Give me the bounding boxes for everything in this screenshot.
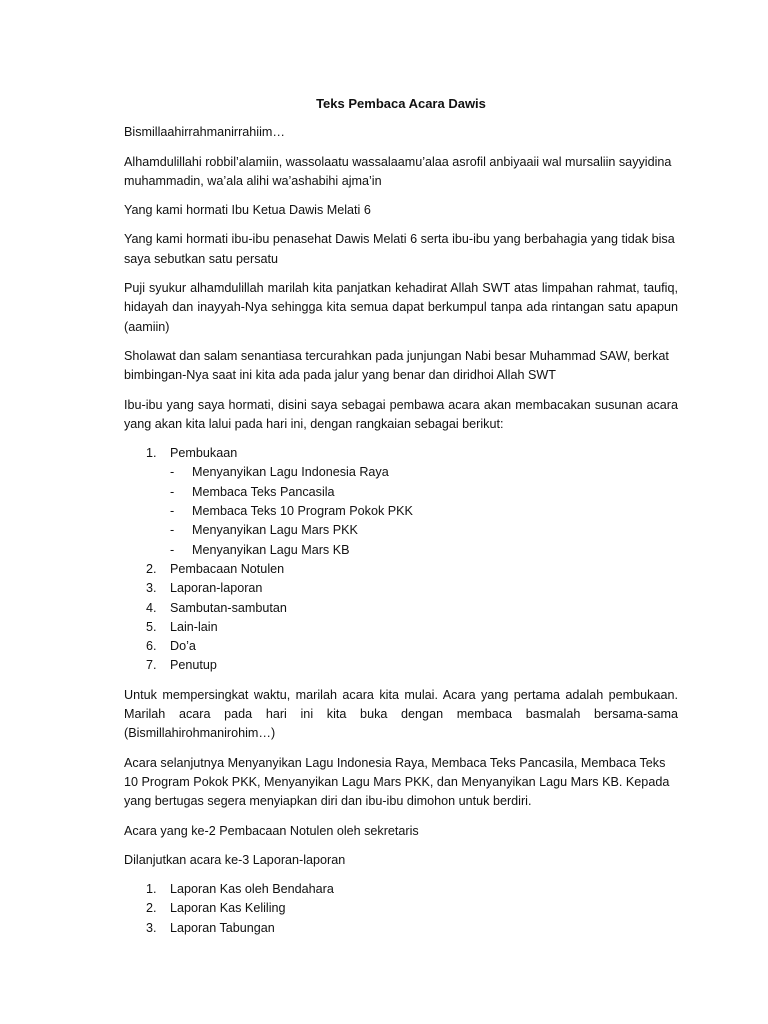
dash-bullet: - [170, 465, 175, 480]
paragraph-sholawat: Sholawat dan salam senantiasa tercurahkan pada junjungan Nabi besar Muhammad SAW, berkat bimbingan-Nya saat ini kita ada pada jalur yang benar dan diridhoi Allah SWT [124, 348, 669, 383]
agenda-item-number: 2. [146, 561, 157, 576]
report-item-number: 2. [146, 901, 157, 916]
paragraph-agenda-2: Acara yang ke-2 Pembacaan Notulen oleh sekretaris [124, 823, 419, 838]
agenda-subitem [124, 463, 632, 482]
dash-bullet: - [170, 504, 175, 519]
agenda-item-label: Do’a [170, 639, 196, 654]
agenda-item [124, 444, 678, 560]
document-body [124, 94, 678, 948]
agenda-item [124, 618, 678, 637]
agenda-subitem-label: Membaca Teks 10 Program Pokok PKK [192, 504, 413, 519]
paragraph-address-chairwoman: Yang kami hormati Ibu Ketua Dawis Melati 6 [124, 203, 371, 218]
dash-bullet: - [170, 484, 175, 499]
agenda-subitem-label: Membaca Teks Pancasila [192, 484, 335, 499]
paragraph-agenda-intro: Ibu-ibu yang saya hormati, disini saya sebagai pembawa acara akan membacakan susunan acara yang akan kita lalui pada hari ini, dengan rangkaian sebagai berikut: [124, 397, 678, 431]
agenda-item [124, 579, 678, 598]
agenda-subitem [124, 541, 632, 560]
report-item-label: Laporan Kas oleh Bendahara [170, 882, 334, 897]
agenda-subitem-label: Menyanyikan Lagu Mars KB [192, 542, 350, 557]
report-item [124, 880, 678, 899]
agenda-subitem-label: Menyanyikan Lagu Mars PKK [192, 523, 358, 538]
agenda-item-number: 7. [146, 658, 157, 673]
agenda-subitem-label: Menyanyikan Lagu Indonesia Raya [192, 465, 389, 480]
agenda-item-number: 6. [146, 639, 157, 654]
agenda-item [124, 560, 678, 579]
agenda-item-label: Laporan-laporan [170, 581, 263, 596]
paragraph-basmalah: Bismillaahirrahmanirrahiim… [124, 125, 285, 140]
agenda-subitem [124, 502, 632, 521]
agenda-item-label: Sambutan-sambutan [170, 600, 287, 615]
reports-list [124, 880, 678, 938]
agenda-subitem [124, 521, 632, 540]
report-item-number: 3. [146, 920, 157, 935]
agenda-item-number: 5. [146, 619, 157, 634]
paragraph-agenda-3: Dilanjutkan acara ke-3 Laporan-laporan [124, 852, 346, 867]
agenda-item-label: Pembukaan [170, 446, 238, 461]
agenda-list [124, 444, 678, 676]
agenda-item-label: Penutup [170, 658, 217, 673]
report-item-number: 1. [146, 882, 157, 897]
agenda-item-number: 1. [146, 446, 157, 461]
agenda-item-label: Lain-lain [170, 619, 218, 634]
agenda-item-label: Pembacaan Notulen [170, 561, 285, 576]
paragraph-opening-greeting: Alhamdulillahi robbil’alamiin, wassolaatu wassalaamu’alaa asrofil anbiyaaii wal mursaliin sayyidina muhammadin, wa’ala alihi wa’ashabihi ajma’in [124, 154, 672, 188]
dash-bullet: - [170, 523, 175, 538]
dash-bullet: - [170, 542, 175, 557]
report-item-label: Laporan Kas Keliling [170, 901, 286, 916]
agenda-sublist [170, 463, 678, 559]
agenda-subitem [124, 483, 632, 502]
document-title: Teks Pembaca Acara Dawis [316, 96, 486, 111]
agenda-item-number: 3. [146, 581, 157, 596]
agenda-item [124, 637, 678, 656]
agenda-item [124, 599, 678, 618]
agenda-item-number: 4. [146, 600, 157, 615]
report-item-label: Laporan Tabungan [170, 920, 275, 935]
agenda-item [124, 656, 678, 675]
paragraph-gratitude: Puji syukur alhamdulillah marilah kita panjatkan kehadirat Allah SWT atas limpahan rahmat, taufiq, hidayah dan inayyah-Nya sehingga kita semua dapat berkumpul tanpa ada rintangan satu apapun (aamiin) [124, 281, 678, 334]
report-item [124, 899, 678, 918]
report-item [124, 919, 678, 938]
paragraph-next-program: Acara selanjutnya Menyanyikan Lagu Indonesia Raya, Membaca Teks Pancasila, Membaca Teks 10 Program Pokok PKK, Menyanyikan Lagu Mars PKK, dan Menyanyikan Lagu Mars KB. Kepada yang bertugas segera menyiapkan diri dan ibu-ibu dimohon untuk berdiri. [124, 755, 670, 809]
paragraph-opening-ceremony: Untuk mempersingkat waktu, marilah acara kita mulai. Acara yang pertama adalah pembukaan. Marilah acara pada hari ini kita buka dengan membaca basmalah bersama-sama (Bismillahirohmanirohim…) [124, 687, 678, 741]
paragraph-address-advisors: Yang kami hormati ibu-ibu penasehat Dawis Melati 6 serta ibu-ibu yang berbahagia yang tidak bisa saya sebutkan satu persatu [124, 232, 675, 266]
